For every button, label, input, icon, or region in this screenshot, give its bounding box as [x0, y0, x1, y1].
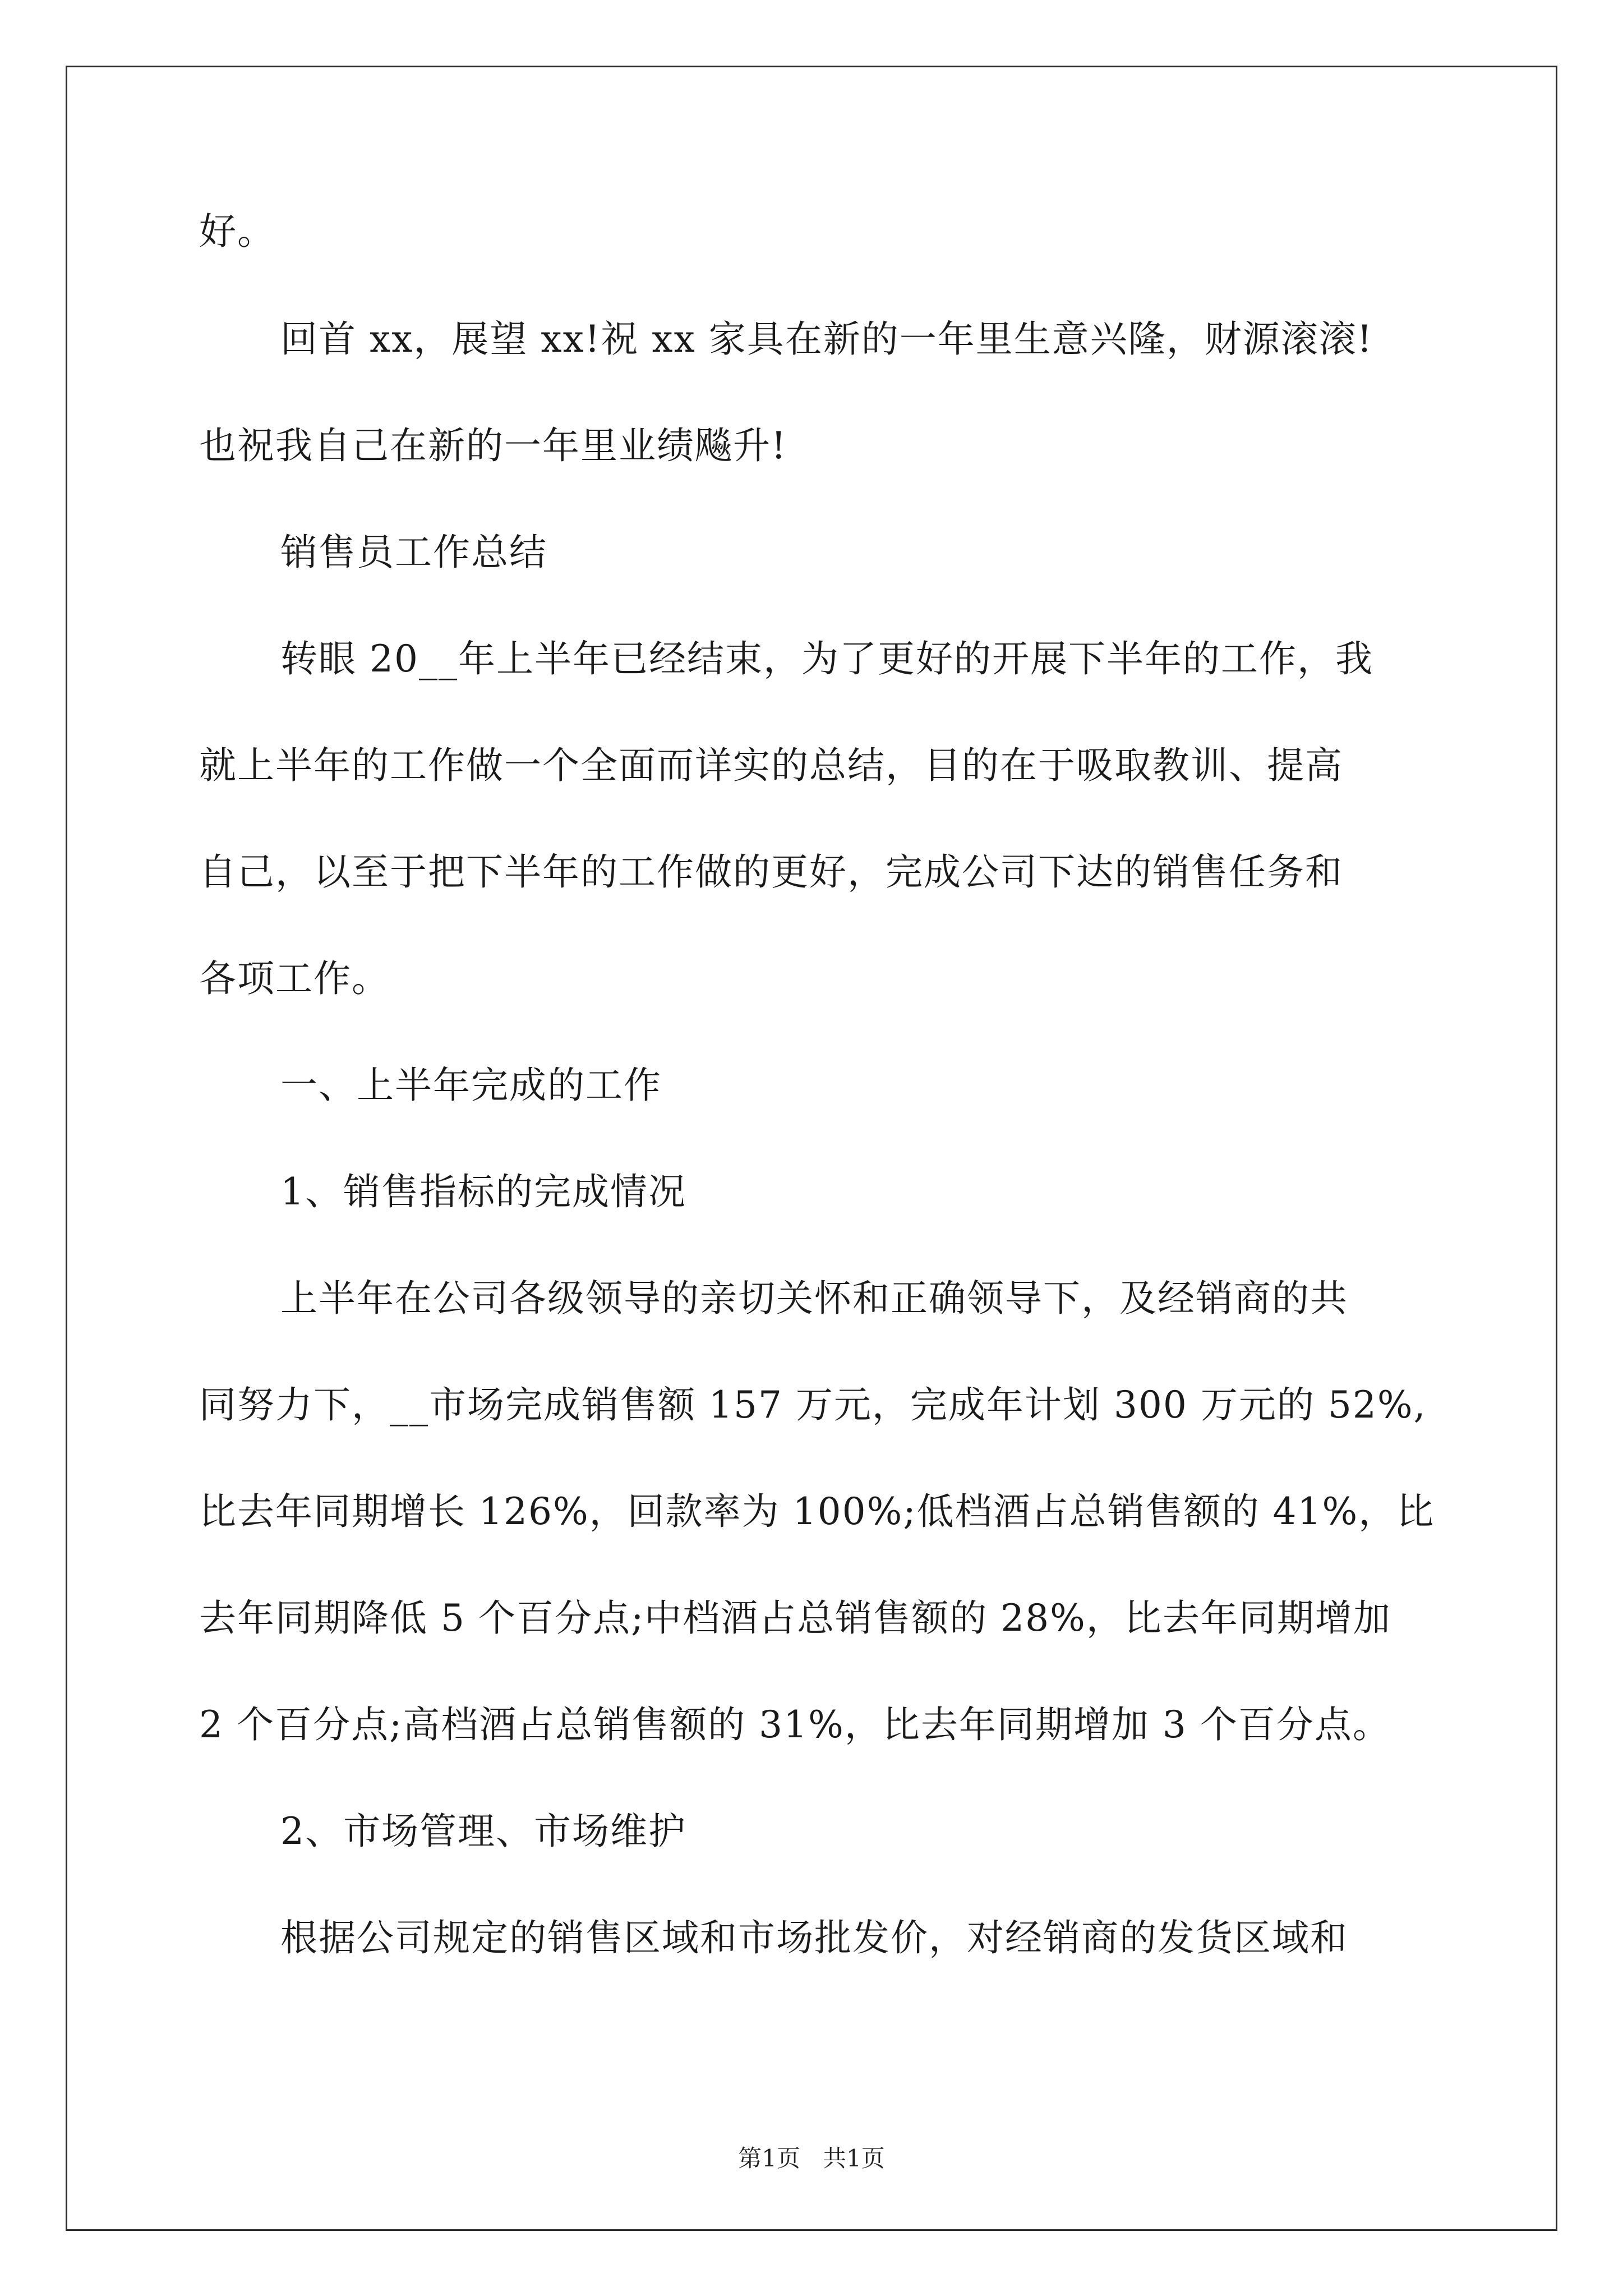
subheading-sales-targets: 1、销售指标的完成情况 — [280, 1170, 686, 1213]
text-line-14: 去年同期降低 5 个百分点;中档酒占总销售额的 28%，比去年同期增加 — [199, 1596, 1391, 1640]
page-border — [66, 66, 1557, 2231]
text-line-1: 好。 — [199, 210, 275, 253]
text-line-12: 同努力下，__市场完成销售额 157 万元，完成年计划 300 万元的 52%, — [199, 1383, 1427, 1427]
text-line-8: 各项工作。 — [199, 957, 390, 1000]
subheading-market-management: 2、市场管理、市场维护 — [280, 1810, 686, 1853]
text-line-11: 上半年在公司各级领导的亲切关怀和正确领导下，及经销商的共 — [280, 1277, 1348, 1320]
text-line-7: 自己，以至于把下半年的工作做的更好，完成公司下达的销售任务和 — [199, 850, 1343, 894]
page-number-total: 共1页 — [823, 2145, 885, 2172]
text-line-3: 也祝我自己在新的一年里业绩飚升! — [199, 424, 787, 467]
text-line-5: 转眼 20__年上半年已经结束，为了更好的开展下半年的工作，我 — [280, 637, 1373, 680]
page-number-current: 第1页 — [738, 2145, 800, 2172]
text-line-2: 回首 xx，展望 xx!祝 xx 家具在新的一年里生意兴隆，财源滚滚! — [280, 318, 1373, 361]
text-line-17: 根据公司规定的销售区域和市场批发价，对经销商的发货区域和 — [280, 1916, 1348, 1959]
text-line-13: 比去年同期增长 126%，回款率为 100%;低档酒占总销售额的 41%，比 — [199, 1490, 1435, 1533]
section-heading-sales-summary: 销售员工作总结 — [280, 531, 547, 574]
section-heading-first-half: 一、上半年完成的工作 — [280, 1064, 662, 1107]
text-line-6: 就上半年的工作做一个全面而详实的总结，目的在于吸取教训、提高 — [199, 744, 1343, 787]
page-footer — [0, 2145, 1623, 2173]
text-line-15: 2 个百分点;高档酒占总销售额的 31%，比去年同期增加 3 个百分点。 — [199, 1703, 1391, 1746]
